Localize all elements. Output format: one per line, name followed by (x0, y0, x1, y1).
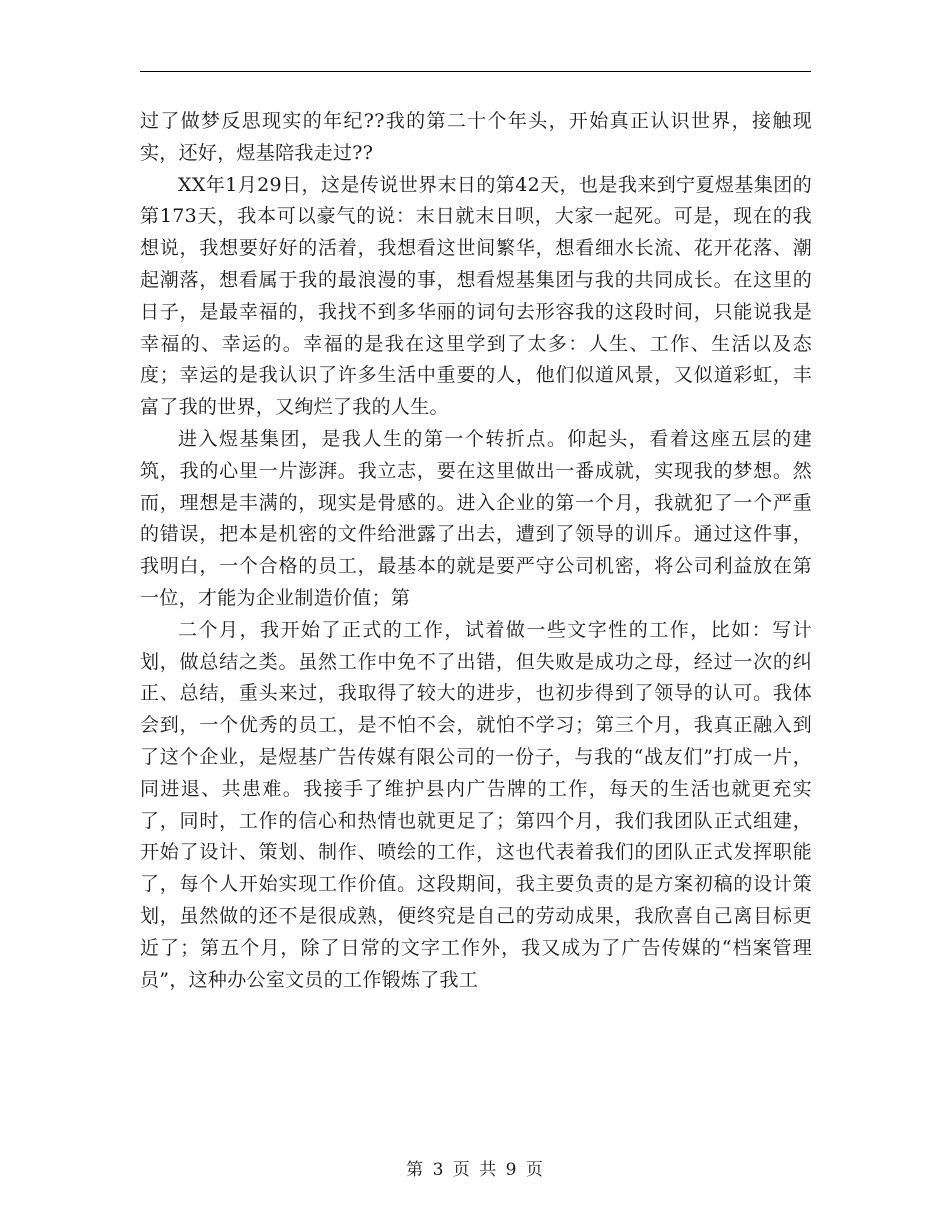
paragraph-1: 过了做梦反思现实的年纪??我的第二十个年头，开始真正认识世界，接触现实，还好，煜基陪我走过?? (140, 110, 812, 164)
header-rule (140, 71, 811, 72)
paragraph-3: 进入煜基集团，是我人生的第一个转折点。仰起头，看着这座五层的建筑，我的心里一片澎湃。我立志，要在这里做出一番成就，实现我的梦想。然而，理想是丰满的，现实是骨感的。进入企业的第一个月，我就犯了一个严重的错误，把本是机密的文件给泄露了出去，遭到了领导的训斥。通过这件事，我明白，一个合格的员工，最基本的就是要严守公司机密，将公司利益放在第一位，才能为企业制造价值；第 (140, 427, 812, 609)
page-number-footer: 第 3 页 共 9 页 (406, 1160, 544, 1180)
paragraph-4: 二个月，我开始了正式的工作，试着做一些文字性的工作，比如：写计划，做总结之类。虽然工作中免不了出错，但失败是成功之母，经过一次的纠正、总结，重头来过，我取得了较大的进步，也初步得到了领导的认可。我体会到，一个优秀的员工，是不怕不会，就怕不学习；第三个月，我真正融入到了这个企业，是煜基广告传媒有限公司的一份子，与我的“战友们”打成一片，同进退、共患难。我接手了维护县内广告牌的工作，每天的生活也就更充实了，同时，工作的信心和热情也就更足了；第四个月，我们我团队正式组建，开始了设计、策划、制作、喷绘的工作，这也代表着我们的团队正式发挥职能了，每个人开始实现工作价值。这段期间，我主要负责的是方案初稿的设计策划，虽然做的还不是很成熟，便终究是自己的劳动成果，我欣喜自己离目标更近了；第五个月，除了日常的文字工作外，我又成为了广告传媒的“档案管理员”，这种办公室文员的工作锻炼了我工 (140, 618, 812, 991)
document-body (140, 106, 812, 996)
paragraph-2: XX年1月29日，这是传说世界末日的第42天，也是我来到宁夏煜基集团的第173天，我本可以豪气的说：末日就末日呗，大家一起死。可是，现在的我想说，我想要好好的活着，我想看这世间繁华，想看细水长流、花开花落、潮起潮落，想看属于我的最浪漫的事，想看煜基集团与我的共同成长。在这里的日子，是最幸福的，我找不到多华丽的词句去形容我的这段时间，只能说我是幸福的、幸运的。幸福的是我在这里学到了太多：人生、工作、生活以及态度；幸运的是我认识了许多生活中重要的人，他们似道风景，又似道彩虹，丰富了我的世界，又绚烂了我的人生。 (140, 173, 812, 419)
